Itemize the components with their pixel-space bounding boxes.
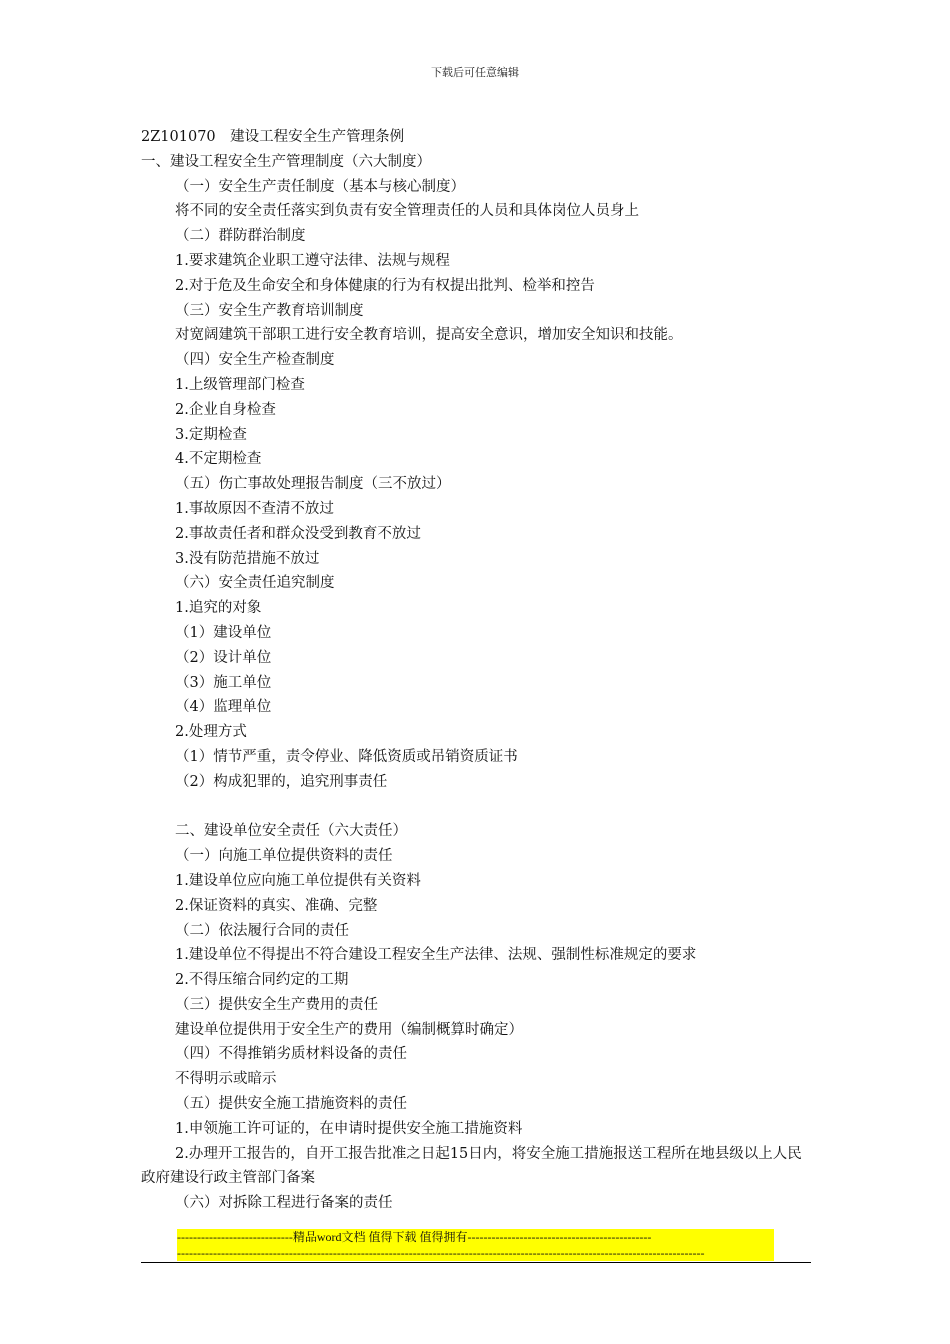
text-line: 2.企业自身检查 <box>175 401 276 418</box>
text-line: （1）情节严重，责令停业、降低资质或吊销资质证书 <box>175 748 518 765</box>
text-line: （二）依法履行合同的责任 <box>175 922 349 939</box>
text-line: （4）监理单位 <box>175 699 272 716</box>
text-line: 2.处理方式 <box>175 724 247 741</box>
text-line: 2.保证资料的真实、准确、完整 <box>175 897 378 914</box>
text-line: 4.不定期检查 <box>175 451 262 468</box>
text-line: （三）安全生产教育培训制度 <box>175 302 364 319</box>
page-header: 下载后可任意编辑 <box>431 66 519 79</box>
text-line: 3.定期检查 <box>175 426 247 443</box>
text-line: 对宽阔建筑干部职工进行安全教育培训，提高安全意识，增加安全知识和技能。 <box>175 327 683 344</box>
text-line: （1）建设单位 <box>175 624 272 641</box>
text-line: 2.办理开工报告的，自开工报告批准之日起15日内，将安全施工措施报送工程所在地县级以上人民政府建设行政主管部门备案 <box>141 1145 802 1187</box>
text-line: （四）安全生产检查制度 <box>175 352 335 369</box>
footer-banner-line-1: -----------------------------精品word文档 值得下载 值得拥有---------------------------------------------- <box>177 1229 774 1245</box>
document-body <box>141 125 811 1216</box>
blank-line <box>141 795 811 820</box>
text-line: 2.对于危及生命安全和身体健康的行为有权提出批判、检举和控告 <box>175 277 595 294</box>
text-line: （六）对拆除工程进行备案的责任 <box>175 1195 393 1212</box>
text-line: （一）安全生产责任制度（基本与核心制度） <box>175 178 465 195</box>
text-line: 1.事故原因不查清不放过 <box>175 500 334 517</box>
text-line: 3.没有防范措施不放过 <box>175 550 320 567</box>
text-line: 1.上级管理部门检查 <box>175 376 305 393</box>
text-line: 二、建设单位安全责任（六大责任） <box>175 823 407 840</box>
text-line: 1.要求建筑企业职工遵守法律、法规与规程 <box>175 252 450 269</box>
text-line: 2.事故责任者和群众没受到教育不放过 <box>175 525 421 542</box>
text-line: （三）提供安全生产费用的责任 <box>175 996 378 1013</box>
text-line: 不得明示或暗示 <box>175 1071 277 1088</box>
text-line: 1.建设单位不得提出不符合建设工程安全生产法律、法规、强制性标准规定的要求 <box>175 947 697 964</box>
text-line: （四）不得推销劣质材料设备的责任 <box>175 1046 407 1063</box>
text-line: 建设单位提供用于安全生产的费用（编制概算时确定） <box>175 1021 523 1038</box>
text-line: 1.追究的对象 <box>175 600 262 617</box>
footer-rule <box>141 1262 811 1263</box>
text-line: （2）设计单位 <box>175 649 272 666</box>
text-line: （二）群防群治制度 <box>175 228 306 245</box>
text-line: （五）伤亡事故处理报告制度（三不放过） <box>175 476 451 493</box>
text-line: 2.不得压缩合同约定的工期 <box>175 972 349 989</box>
text-line: （一）向施工单位提供资料的责任 <box>175 848 393 865</box>
text-line: （2）构成犯罪的，追究刑事责任 <box>175 773 388 790</box>
text-line: 1.建设单位应向施工单位提供有关资料 <box>175 872 421 889</box>
text-line: 1.申领施工许可证的，在申请时提供安全施工措施资料 <box>175 1120 523 1137</box>
text-line: （六）安全责任追究制度 <box>175 575 335 592</box>
footer-banner-line-2: ------------------------------------------------------------------------------------------------------------------------------------ <box>177 1245 774 1261</box>
text-line: 将不同的安全责任落实到负责有安全管理责任的人员和具体岗位人员身上 <box>175 203 639 220</box>
text-line: （五）提供安全施工措施资料的责任 <box>175 1096 407 1113</box>
text-line: 2Z101070 建设工程安全生产管理条例 <box>141 129 405 145</box>
text-line: 一、建设工程安全生产管理制度（六大制度） <box>141 153 431 170</box>
text-line: （3）施工单位 <box>175 674 272 691</box>
